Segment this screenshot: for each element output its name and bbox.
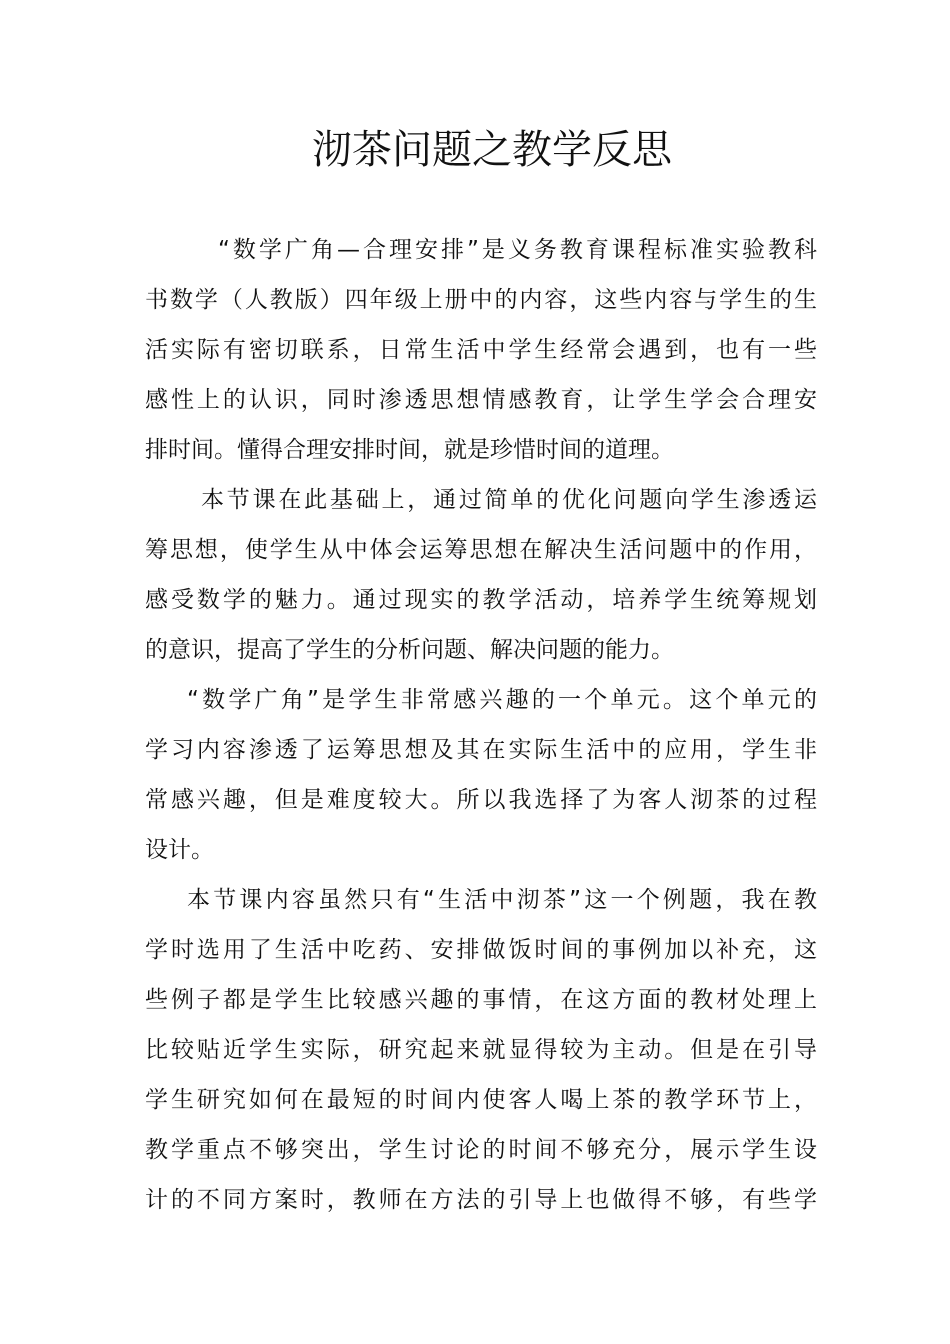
paragraph-4-line-7: 计的不同方案时，教师在方法的引导上也做得不够，有些学: [145, 1187, 817, 1213]
paragraph-2-line-3: 感受数学的魅力。通过现实的教学活动，培养学生统筹规划: [145, 587, 817, 613]
paragraph-3-line-3: 常感兴趣，但是难度较大。所以我选择了为客人沏茶的过程: [145, 787, 817, 813]
paragraph-3-line-1: “数学广角”是学生非常感兴趣的一个单元。这个单元的: [187, 687, 817, 713]
paragraph-1-line-5: 排时间。懂得合理安排时间，就是珍惜时间的道理。: [145, 437, 674, 463]
paragraph-4-line-5: 学生研究如何在最短的时间内使客人喝上茶的教学环节上，: [145, 1087, 817, 1113]
paragraph-3-line-4: 设计。: [145, 837, 214, 863]
paragraph-2-line-4: 的意识，提高了学生的分析问题、解决问题的能力。: [145, 637, 674, 663]
document-title: 沏茶问题之教学反思: [312, 127, 672, 173]
paragraph-4-line-1: 本节课内容虽然只有“生活中沏茶”这一个例题，我在教: [187, 887, 817, 913]
paragraph-1-line-2: 书数学（人教版）四年级上册中的内容，这些内容与学生的生: [145, 287, 817, 313]
paragraph-4-line-4: 比较贴近学生实际，研究起来就显得较为主动。但是在引导: [145, 1037, 817, 1063]
paragraph-2-line-1: 本节课在此基础上，通过简单的优化问题向学生渗透运: [201, 487, 817, 513]
paragraph-3-line-2: 学习内容渗透了运筹思想及其在实际生活中的应用，学生非: [145, 737, 817, 763]
paragraph-1-line-4: 感性上的认识，同时渗透思想情感教育，让学生学会合理安: [145, 387, 817, 413]
paragraph-4-line-6: 教学重点不够突出，学生讨论的时间不够充分，展示学生设: [145, 1137, 817, 1163]
paragraph-4-line-3: 些例子都是学生比较感兴趣的事情，在这方面的教材处理上: [145, 987, 817, 1013]
paragraph-1-line-1: “数学广角—合理安排”是义务教育课程标准实验教科: [218, 237, 817, 263]
paragraph-2-line-2: 筹思想，使学生从中体会运筹思想在解决生活问题中的作用，: [145, 537, 817, 563]
document-body: [145, 225, 817, 1225]
paragraph-1-line-3: 活实际有密切联系，日常生活中学生经常会遇到，也有一些: [145, 337, 817, 363]
paragraph-4-line-2: 学时选用了生活中吃药、安排做饭时间的事例加以补充，这: [145, 937, 817, 963]
